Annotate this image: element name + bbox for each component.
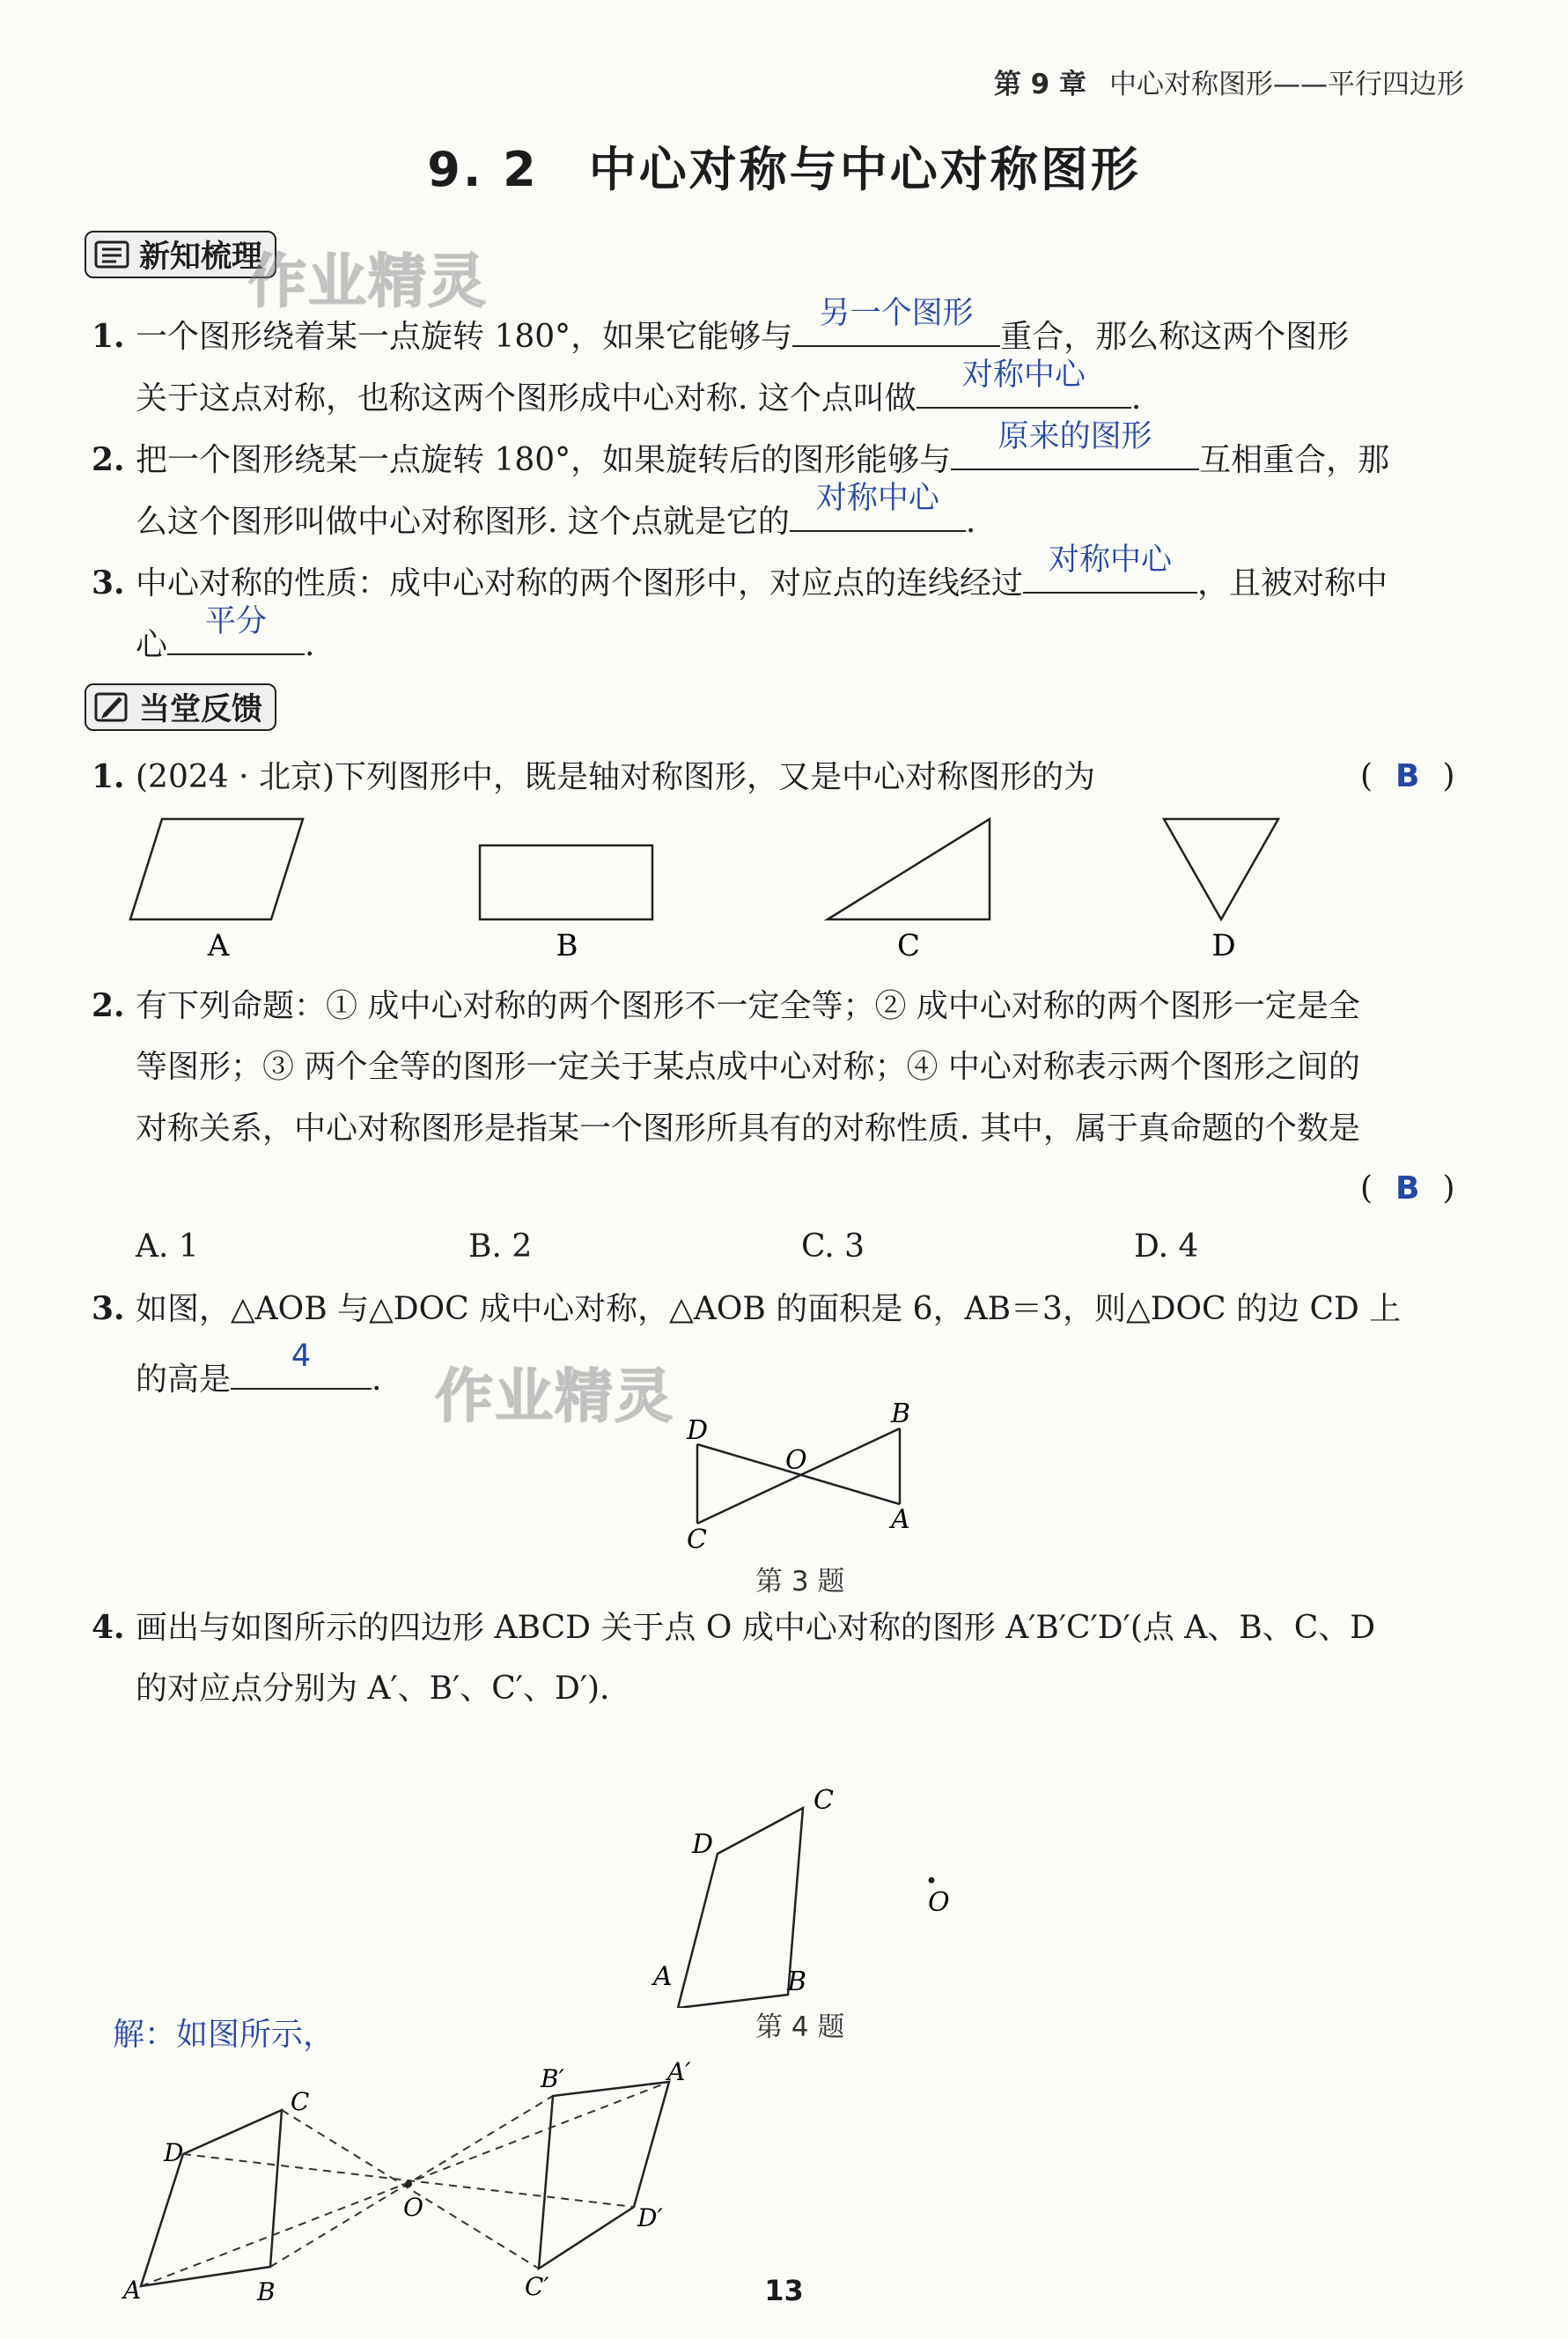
s2-q2-answer-paren bbox=[1360, 1171, 1455, 1206]
question-text: 互相重合，那 bbox=[1199, 442, 1390, 478]
s1-q3-line1 bbox=[92, 542, 1388, 601]
question-text: ，且被对称中 bbox=[1197, 565, 1388, 601]
handwritten-answer: 平分 bbox=[205, 604, 268, 639]
s2-q2-line2: 等图形；③ 两个全等的图形一定关于某点成中心对称；④ 中心对称表示两个图形之间的 bbox=[136, 1049, 1360, 1085]
point-label-d-prime: D′ bbox=[637, 2203, 663, 2232]
segment-cb bbox=[697, 1428, 900, 1524]
question-text: 有下列命题：① 成中心对称的两个图形不一定全等；② 成中心对称的两个图形一定是全 bbox=[136, 988, 1360, 1024]
point-label-d: D bbox=[687, 1415, 709, 1446]
right-triangle-shape bbox=[828, 819, 990, 919]
page-title: 9. 2 中心对称与中心对称图形 bbox=[427, 142, 1141, 197]
s1-q2-line1 bbox=[92, 419, 1390, 478]
s2-q2-line1 bbox=[92, 988, 1360, 1024]
point-label-c: C bbox=[687, 1524, 707, 1555]
s1-q1-line1 bbox=[92, 296, 1350, 355]
point-label-a: A bbox=[653, 1961, 673, 1992]
question-text: 画出与如图所示的四边形 ABCD 关于点 O 成中心对称的图形 A′B′C′D′(点 A、B、C、D bbox=[136, 1610, 1376, 1646]
pencil-icon bbox=[92, 688, 132, 727]
question-text: . bbox=[1130, 380, 1142, 417]
handwritten-answer: 4 bbox=[291, 1339, 312, 1374]
question-text: 关于这点对称，也称这两个图形成中心对称. 这个点叫做 bbox=[136, 380, 917, 417]
choice-d: D. 4 bbox=[1134, 1229, 1199, 1265]
chapter-label: 第 9 章 bbox=[993, 69, 1086, 100]
question-text: . bbox=[305, 627, 315, 663]
question-text: 把一个图形绕某一点旋转 180°，如果旋转后的图形能够与 bbox=[136, 442, 952, 478]
point-label-c: C bbox=[291, 2087, 310, 2116]
paren-open: ( bbox=[1360, 1170, 1373, 1206]
question-text: 的高是 bbox=[136, 1361, 232, 1398]
handwritten-answer: 对称中心 bbox=[961, 358, 1086, 393]
point-label-o: O bbox=[785, 1445, 807, 1476]
s2-q1-line bbox=[92, 759, 1095, 795]
watermark: 作业精灵 bbox=[248, 247, 488, 315]
point-label-a: A bbox=[891, 1504, 910, 1535]
handwritten-answer: 对称中心 bbox=[815, 481, 939, 516]
answer-blank bbox=[792, 296, 1000, 347]
point-label-a: A bbox=[123, 2276, 142, 2305]
s1-q1-line2 bbox=[136, 358, 1142, 417]
book-icon bbox=[92, 235, 132, 274]
figure-caption: 第 3 题 bbox=[755, 1566, 845, 1597]
quadrilateral-a1b1c1d1 bbox=[539, 2082, 669, 2269]
question-text: . bbox=[965, 504, 976, 540]
shape-label-c: C bbox=[896, 928, 921, 963]
rectangle-shape bbox=[480, 845, 652, 919]
chapter-subject: 中心对称图形——平行四边形 bbox=[1109, 69, 1464, 100]
handwritten-answer: B bbox=[1395, 758, 1420, 794]
s2-q4-line2: 的对应点分别为 A′、B′、C′、D′). bbox=[136, 1671, 610, 1707]
shape-label-b: B bbox=[556, 928, 578, 963]
s2-q1-answer-paren bbox=[1360, 759, 1455, 794]
s2-q4-line1 bbox=[92, 1610, 1375, 1646]
answer-blank bbox=[790, 481, 966, 532]
paren-close: ) bbox=[1442, 758, 1455, 794]
handwritten-answer: 另一个图形 bbox=[819, 296, 974, 331]
answer-blank bbox=[167, 604, 305, 655]
solution-text: 解：如图所示， bbox=[113, 2017, 335, 2053]
question-text: 么这个图形叫做中心对称图形. 这个点就是它的 bbox=[136, 504, 790, 540]
question-text: (2024 · 北京)下列图形中，既是轴对称图形，又是中心对称图形的为 bbox=[136, 759, 1096, 795]
question-text: . bbox=[372, 1361, 382, 1398]
question-text: 如图，△AOB 与△DOC 成中心对称，△AOB 的面积是 6，AB＝3，则△DOC 的边 CD 上 bbox=[136, 1291, 1402, 1327]
paren-open: ( bbox=[1360, 758, 1373, 794]
answer-blank bbox=[951, 419, 1199, 470]
section-feedback bbox=[85, 683, 276, 731]
point-label-b: B bbox=[787, 1966, 807, 1997]
shape-label-d: D bbox=[1211, 928, 1236, 963]
s1-q3-line2 bbox=[136, 604, 315, 663]
point-label-c-prime: C′ bbox=[525, 2272, 549, 2301]
section-title: 当堂反馈 bbox=[139, 692, 263, 727]
question-number: 3. bbox=[92, 564, 125, 601]
question-text: 心 bbox=[136, 627, 168, 663]
answer-blank bbox=[1023, 542, 1197, 594]
point-label-b: B bbox=[891, 1398, 911, 1429]
s1-q2-line2 bbox=[136, 481, 976, 540]
question-number: 3. bbox=[92, 1290, 125, 1327]
handwritten-answer: 原来的图形 bbox=[997, 419, 1152, 454]
question-number: 4. bbox=[92, 1609, 125, 1646]
choice-c: C. 3 bbox=[801, 1229, 865, 1265]
point-o bbox=[929, 1878, 935, 1884]
figure-caption: 第 4 题 bbox=[755, 2011, 845, 2043]
point-label-o: O bbox=[403, 2193, 423, 2222]
dashed-line-cc1 bbox=[282, 2110, 539, 2269]
s2-q3-line1 bbox=[92, 1291, 1401, 1327]
question-text: 重合，那么称这两个图形 bbox=[1000, 319, 1350, 355]
parallelogram-shape bbox=[130, 819, 303, 919]
point-o bbox=[405, 2180, 412, 2188]
shape-label-a: A bbox=[207, 928, 230, 963]
answer-blank bbox=[231, 1339, 372, 1390]
question-number: 1. bbox=[92, 758, 125, 795]
point-label-b-prime: B′ bbox=[541, 2064, 564, 2093]
page-number: 13 bbox=[764, 2274, 804, 2307]
handwritten-answer: 对称中心 bbox=[1049, 542, 1173, 578]
point-label-d: D bbox=[164, 2138, 184, 2167]
point-label-o: O bbox=[928, 1887, 950, 1918]
paren-close: ) bbox=[1442, 1170, 1455, 1206]
page-header bbox=[994, 62, 1464, 101]
point-label-a-prime: A′ bbox=[667, 2061, 691, 2086]
handwritten-answer: B bbox=[1395, 1170, 1420, 1206]
point-label-d: D bbox=[692, 1829, 714, 1860]
question-number: 2. bbox=[92, 987, 125, 1024]
question-text: 中心对称的性质：成中心对称的两个图形中，对应点的连线经过 bbox=[136, 565, 1024, 601]
inverted-triangle-shape bbox=[1164, 819, 1278, 919]
s2-q2-line3: 对称关系，中心对称图形是指某一个图形所具有的对称性质. 其中，属于真命题的个数是 bbox=[136, 1110, 1360, 1147]
shape-options-figure bbox=[0, 793, 1568, 978]
choice-b: B. 2 bbox=[468, 1229, 533, 1265]
watermark: 作业精灵 bbox=[435, 1362, 674, 1430]
answer-blank bbox=[917, 358, 1131, 409]
question-text: 一个图形绕着某一点旋转 180°，如果它能够与 bbox=[136, 319, 793, 355]
point-label-c: C bbox=[813, 1785, 834, 1816]
question-number: 1. bbox=[92, 318, 125, 355]
question-number: 2. bbox=[92, 441, 125, 478]
section-title: 新知梳理 bbox=[139, 240, 263, 275]
choice-a: A. 1 bbox=[136, 1229, 199, 1265]
point-label-b: B bbox=[257, 2277, 276, 2306]
q4-figure bbox=[0, 1779, 1568, 2008]
